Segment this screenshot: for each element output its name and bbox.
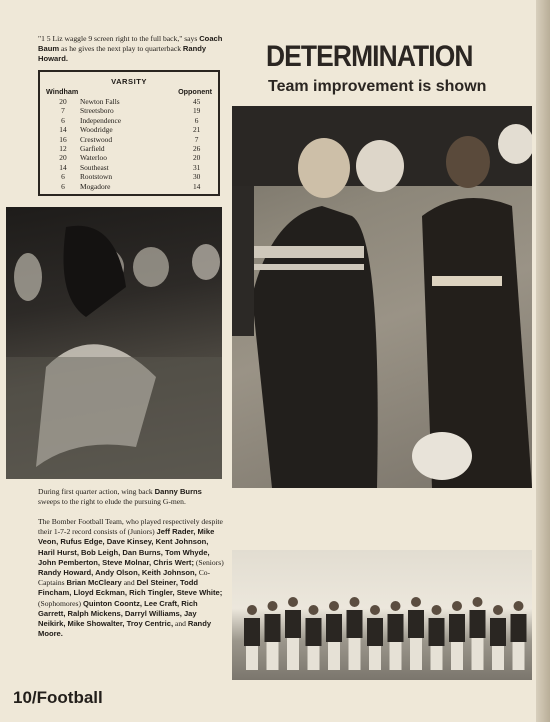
score-row xyxy=(46,144,212,153)
team-photo xyxy=(232,550,532,680)
quote-speaker: Coach Baum xyxy=(38,34,223,53)
scores-title: VARSITY xyxy=(111,77,147,86)
team-roster xyxy=(38,517,224,639)
opponent-name: Streetsboro xyxy=(80,106,114,116)
player-figure xyxy=(326,601,342,670)
opponent-score: 30 xyxy=(192,172,201,182)
roster-cocaptains: Brian McCleary xyxy=(66,578,122,588)
home-score: 20 xyxy=(59,97,67,106)
action-photo-art xyxy=(6,207,222,479)
home-score: 14 xyxy=(59,125,67,135)
roster-intro: The Bomber Football Team, who played respectively despite their 1-7-2 record consists of (Juniors) xyxy=(38,517,223,537)
player-figure xyxy=(408,597,424,670)
headline: DETERMINATION xyxy=(266,40,473,73)
opponent-score: 19 xyxy=(192,106,201,116)
player-figure xyxy=(449,601,465,670)
action-photo xyxy=(6,207,222,479)
opponent-name: Newton Falls xyxy=(80,97,120,106)
home-score: 12 xyxy=(59,144,67,154)
score-row xyxy=(46,153,212,162)
opponent-score: 7 xyxy=(194,134,199,144)
scores-table xyxy=(46,87,212,191)
subheadline: Team improvement is shown xyxy=(268,78,487,95)
action-photo-caption xyxy=(38,487,222,507)
opponent-name: Waterloo xyxy=(80,153,107,163)
score-row xyxy=(46,163,212,172)
opponent-name: Crestwood xyxy=(80,134,113,144)
opponent-score: 45 xyxy=(192,97,201,106)
score-row xyxy=(46,97,212,106)
caption-text: During first quarter action, wing back xyxy=(38,487,153,496)
player-figure xyxy=(347,597,363,670)
opponent-name: Rootstown xyxy=(80,172,113,182)
player-figure xyxy=(306,605,322,670)
opponent-score: 31 xyxy=(192,162,201,172)
opponent-name: Woodridge xyxy=(80,125,113,135)
team-photo-art xyxy=(232,550,532,680)
roster-seniors-label: (Seniors) xyxy=(195,557,224,567)
opponent-name: Garfield xyxy=(80,144,105,154)
player-figure xyxy=(367,605,383,670)
score-row xyxy=(46,125,212,134)
home-score: 6 xyxy=(61,181,65,191)
opponent-score: 21 xyxy=(192,125,201,135)
varsity-scores-box xyxy=(38,70,220,196)
home-column-header: Windham xyxy=(46,87,79,96)
home-score: 20 xyxy=(59,153,67,163)
roster-seniors-2: Del Steiner, Todd Fincham, Lloyd Eckman, Rich Tingler, Steve White; xyxy=(38,578,223,598)
opponent-score: 26 xyxy=(192,144,201,154)
roster-juniors: Jeff Rader, Mike Veon, Rufus Edge, Dave Kinsey, Kent Johnson, Haril Hurst, Bob Leigh, Dan Burns, Tom Whyde, John Pemberton, Steve Molnar, Chris Wert; xyxy=(38,527,215,567)
coach-photo-art xyxy=(232,106,532,488)
score-rows xyxy=(46,97,212,191)
roster-last: Randy Moore. xyxy=(38,619,212,639)
opponent-name: Independence xyxy=(80,115,122,125)
player-figure xyxy=(265,601,281,670)
score-row xyxy=(46,135,212,144)
score-row xyxy=(46,116,212,125)
player-figure xyxy=(285,597,301,670)
opponent-score: 6 xyxy=(194,115,199,125)
roster-sophomores: Quinton Coontz, Lee Craft, Rich Garrett, Ralph Mickens, Darryl Williams, Jay Neikirk, Mike Showalter, Troy Centric, xyxy=(38,598,198,629)
home-score: 6 xyxy=(61,115,65,125)
quote-player: Randy Howard. xyxy=(38,44,207,63)
team-column-header xyxy=(80,87,141,97)
home-score: 7 xyxy=(61,106,65,116)
home-score: 14 xyxy=(59,162,67,172)
coach-photo xyxy=(232,106,532,488)
home-score: 16 xyxy=(59,134,67,144)
player-figure xyxy=(429,605,445,670)
score-row xyxy=(46,106,212,115)
roster-seniors: Randy Howard, Andy Olson, Keith Johnson, xyxy=(38,568,197,578)
roster-sophomores-label: (Sophomores) xyxy=(38,598,82,608)
opponent-name: Mogadore xyxy=(80,181,111,191)
opponent-score: 20 xyxy=(192,153,201,163)
player-figure xyxy=(244,605,260,670)
caption-player-name: Danny Burns xyxy=(154,487,202,496)
player-figure xyxy=(388,601,404,670)
score-row xyxy=(46,172,212,181)
opponent-name: Southeast xyxy=(80,162,109,172)
roster-and: and xyxy=(123,578,135,588)
page-folio: 10/Football xyxy=(13,688,103,707)
player-figure xyxy=(490,605,506,670)
player-figure xyxy=(470,597,486,670)
roster-and-2: and xyxy=(174,619,186,629)
quote-text: "1 5 Liz waggle 9 screen right to the full back," says xyxy=(38,34,198,43)
away-column-header: Opponent xyxy=(178,87,212,96)
quote-text-2: as he gives the next play to quarterback xyxy=(61,44,181,53)
home-score: 6 xyxy=(61,172,65,182)
play-call-quote xyxy=(38,34,228,64)
caption-text-2: sweeps to the right to elude the pursuing G-men. xyxy=(38,497,186,506)
opponent-score: 14 xyxy=(192,181,201,191)
score-row xyxy=(46,182,212,191)
page-edge xyxy=(536,0,550,722)
roster-cocaptains-label: Co-Captains xyxy=(38,568,211,588)
player-figure xyxy=(511,601,527,670)
